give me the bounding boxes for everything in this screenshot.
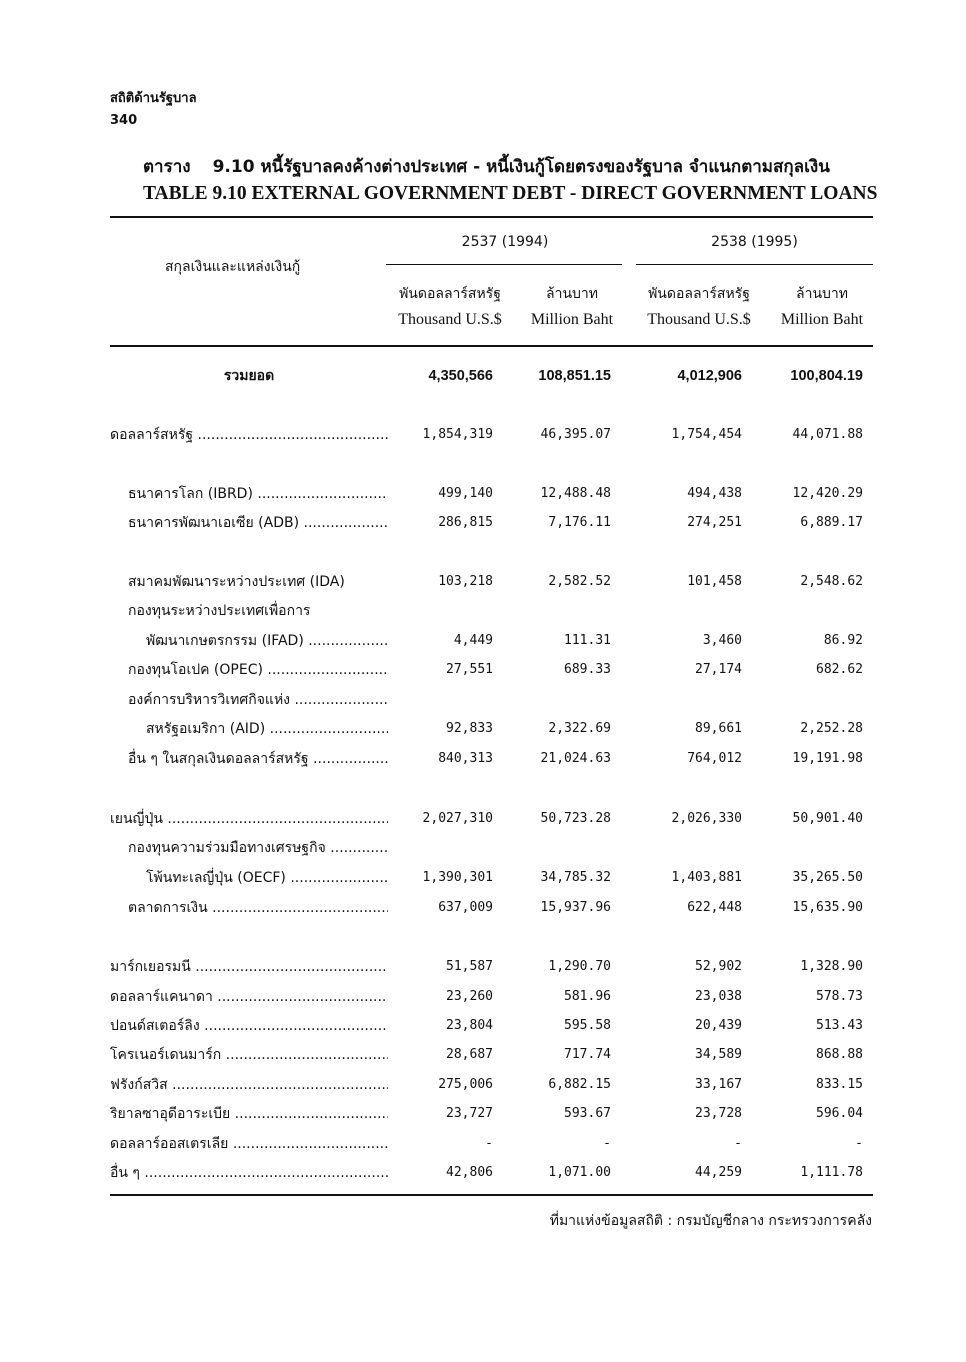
unit-en-col2: Million Baht xyxy=(530,311,614,328)
cell-value: 286,815 xyxy=(438,515,493,530)
cell-value: 2,026,330 xyxy=(671,811,742,826)
cell-value: 3,460 xyxy=(702,633,742,648)
table-row xyxy=(110,836,873,860)
cell-value: 637,009 xyxy=(438,900,493,915)
cell-value: 46,395.07 xyxy=(540,427,611,442)
cell-value: 682.62 xyxy=(816,662,863,677)
table-bottom-rule xyxy=(110,1194,873,1196)
cell-value: 92,833 xyxy=(446,721,493,736)
cell-value: 840,313 xyxy=(438,751,493,766)
cell-value: 622,448 xyxy=(687,900,742,915)
table-row xyxy=(110,482,873,506)
cell-value: 33,167 xyxy=(695,1077,742,1092)
cell-value: 833.15 xyxy=(816,1077,863,1092)
cell-value: - xyxy=(603,1136,611,1151)
cell-value: 12,488.48 xyxy=(540,486,611,501)
cell-value: 1,111.78 xyxy=(800,1165,863,1180)
table-row xyxy=(110,1161,873,1185)
cell-value: 1,854,319 xyxy=(422,427,493,442)
source-note: ที่มาแห่งข้อมูลสถิติ : กรมบัญชีกลาง กระทรวงการคลัง xyxy=(549,1213,872,1229)
row-label: อื่น ๆ ในสกุลเงินดอลลาร์สหรัฐ ..... xyxy=(128,747,388,771)
cell-value: 581.96 xyxy=(564,989,611,1004)
cell-value: 86.92 xyxy=(823,633,863,648)
row-label: กองทุนความร่วมมือทางเศรษฐกิจ ..... xyxy=(128,836,388,860)
row-label: รวมยอด xyxy=(223,368,275,384)
cell-value: 44,071.88 xyxy=(792,427,863,442)
cell-value: 4,012,906 xyxy=(677,368,742,384)
cell-value: 595.58 xyxy=(564,1018,611,1033)
cell-value: 100,804.19 xyxy=(790,368,863,384)
unit-th-col1: พันดอลลาร์สหรัฐ xyxy=(399,286,501,302)
cell-value: 275,006 xyxy=(438,1077,493,1092)
cell-value: 4,449 xyxy=(453,633,493,648)
table-row xyxy=(110,1132,873,1156)
cell-value: 274,251 xyxy=(687,515,742,530)
cell-value: 50,723.28 xyxy=(540,811,611,826)
row-label: สมาคมพัฒนาระหว่างประเทศ (IDA) xyxy=(128,574,345,590)
cell-value: - xyxy=(485,1136,493,1151)
row-label: โครเนอร์เดนมาร์ก ..... xyxy=(110,1043,388,1067)
cell-value: 7,176.11 xyxy=(548,515,611,530)
cell-value: 1,403,881 xyxy=(671,870,742,885)
cell-value: 717.74 xyxy=(564,1047,611,1062)
cell-value: 593.67 xyxy=(564,1106,611,1121)
row-label: มาร์กเยอรมนี ..... xyxy=(110,955,388,979)
cell-value: 1,071.00 xyxy=(548,1165,611,1180)
cell-value: 34,785.32 xyxy=(540,870,611,885)
cell-value: 2,322.69 xyxy=(548,721,611,736)
table-title-thai xyxy=(143,153,830,180)
cell-value: 868.88 xyxy=(816,1047,863,1062)
unit-en-col4: Million Baht xyxy=(780,311,864,328)
table-row xyxy=(110,629,873,653)
table-row xyxy=(110,807,873,831)
table-row xyxy=(110,717,873,741)
cell-value: 35,265.50 xyxy=(792,870,863,885)
cell-value: 27,174 xyxy=(695,662,742,677)
page-header xyxy=(110,88,197,132)
cell-value: 578.73 xyxy=(816,989,863,1004)
unit-th-col4: ล้านบาท xyxy=(796,286,848,302)
cell-value: 15,635.90 xyxy=(792,900,863,915)
table-row xyxy=(110,1014,873,1038)
cell-value: 494,438 xyxy=(687,486,742,501)
cell-value: 44,259 xyxy=(695,1165,742,1180)
table-row-total xyxy=(110,364,873,388)
cell-value: 6,889.17 xyxy=(800,515,863,530)
row-label: ดอลลาร์แคนาดา ..... xyxy=(110,985,388,1009)
table-row xyxy=(110,423,873,447)
cell-value: 764,012 xyxy=(687,751,742,766)
cell-value: 28,687 xyxy=(446,1047,493,1062)
row-label: กองทุนโอเปค (OPEC) ..... xyxy=(128,658,388,682)
cell-value: 34,589 xyxy=(695,1047,742,1062)
table-row xyxy=(110,1073,873,1097)
row-label: ธนาคารโลก (IBRD) ..... xyxy=(128,482,388,506)
cell-value: 21,024.63 xyxy=(540,751,611,766)
cell-value: 50,901.40 xyxy=(792,811,863,826)
unit-en-col1: Thousand U.S.$ xyxy=(398,311,502,328)
cell-value: 19,191.98 xyxy=(792,751,863,766)
row-label: พัฒนาเกษตรกรรม (IFAD) ..... xyxy=(146,629,388,653)
row-label: ธนาคารพัฒนาเอเซีย (ADB) ..... xyxy=(128,511,388,535)
table-row xyxy=(110,570,873,594)
table-row xyxy=(110,1102,873,1126)
cell-value: 15,937.96 xyxy=(540,900,611,915)
row-label: สหรัฐอเมริกา (AID) ..... xyxy=(146,717,388,741)
table-row xyxy=(110,955,873,979)
cell-value: 2,582.52 xyxy=(548,574,611,589)
cell-value: 1,754,454 xyxy=(671,427,742,442)
cell-value: 23,728 xyxy=(695,1106,742,1121)
row-label: เยนญี่ปุ่น ..... xyxy=(110,807,388,831)
unit-th-col3: พันดอลลาร์สหรัฐ xyxy=(648,286,750,302)
header-bottom-rule xyxy=(110,345,873,347)
cell-value: 101,458 xyxy=(687,574,742,589)
row-label: ริยาลซาอุดีอาระเบีย ..... xyxy=(110,1102,388,1126)
table-row xyxy=(110,747,873,771)
cell-value: 499,140 xyxy=(438,486,493,501)
cell-value: 108,851.15 xyxy=(538,368,611,384)
row-label: โพ้นทะเลญี่ปุ่น (OECF) ..... xyxy=(146,866,388,890)
cell-value: 513.43 xyxy=(816,1018,863,1033)
row-label: ปอนด์สเตอร์ลิง ..... xyxy=(110,1014,388,1038)
stub-header: สกุลเงินและแหล่งเงินกู้ xyxy=(165,259,301,275)
cell-value: 4,350,566 xyxy=(428,368,493,384)
cell-value: 20,439 xyxy=(695,1018,742,1033)
cell-value: 596.04 xyxy=(816,1106,863,1121)
title-number: 9.10 xyxy=(212,157,255,177)
cell-value: 2,548.62 xyxy=(800,574,863,589)
cell-value: 103,218 xyxy=(438,574,493,589)
table-title-english: TABLE 9.10 EXTERNAL GOVERNMENT DEBT - DIRECT GOVERNMENT LOANS xyxy=(143,183,878,204)
row-label: องค์การบริหารวิเทศกิจแห่ง ..... xyxy=(128,688,388,712)
top-rule xyxy=(110,216,873,218)
cell-value: 689.33 xyxy=(564,662,611,677)
cell-value: 111.31 xyxy=(564,633,611,648)
cell-value: 1,390,301 xyxy=(422,870,493,885)
cell-value: 6,882.15 xyxy=(548,1077,611,1092)
cell-value: 52,902 xyxy=(695,959,742,974)
table-row xyxy=(110,599,873,623)
title-prefix: ตาราง xyxy=(143,157,191,177)
cell-value: 1,290.70 xyxy=(548,959,611,974)
year-underline-1994 xyxy=(386,264,622,265)
table-row xyxy=(110,511,873,535)
year-underline-1995 xyxy=(636,264,873,265)
unit-en-col3: Thousand U.S.$ xyxy=(647,311,751,328)
cell-value: 1,328.90 xyxy=(800,959,863,974)
year-header-1995: 2538 (1995) xyxy=(711,234,798,250)
row-label: ฟรังก์สวิส ..... xyxy=(110,1073,388,1097)
section-name: สถิติด้านรัฐบาล xyxy=(110,91,197,106)
row-label: อื่น ๆ ..... xyxy=(110,1161,388,1185)
cell-value: 42,806 xyxy=(446,1165,493,1180)
cell-value: - xyxy=(734,1136,742,1151)
row-label: ดอลลาร์สหรัฐ ..... xyxy=(110,423,388,447)
table-row xyxy=(110,866,873,890)
cell-value: 51,587 xyxy=(446,959,493,974)
table-row xyxy=(110,688,873,712)
row-label: ดอลลาร์ออสเตรเลีย ..... xyxy=(110,1132,388,1156)
cell-value: - xyxy=(855,1136,863,1151)
cell-value: 12,420.29 xyxy=(792,486,863,501)
cell-value: 27,551 xyxy=(446,662,493,677)
cell-value: 23,038 xyxy=(695,989,742,1004)
table-row xyxy=(110,896,873,920)
page-number: 340 xyxy=(110,113,138,128)
table-row xyxy=(110,1043,873,1067)
table-row xyxy=(110,658,873,682)
unit-th-col2: ล้านบาท xyxy=(546,286,598,302)
year-header-1994: 2537 (1994) xyxy=(461,234,549,250)
cell-value: 23,260 xyxy=(446,989,493,1004)
cell-value: 2,027,310 xyxy=(422,811,493,826)
table-row xyxy=(110,985,873,1009)
cell-value: 89,661 xyxy=(695,721,742,736)
row-label: ตลาดการเงิน ..... xyxy=(128,896,388,920)
cell-value: 2,252.28 xyxy=(800,721,863,736)
title-text: หนี้รัฐบาลคงค้างต่างประเทศ - หนี้เงินกู้โดยตรงของรัฐบาล จำแนกตามสกุลเงิน xyxy=(260,157,830,177)
cell-value: 23,804 xyxy=(446,1018,493,1033)
row-label: กองทุนระหว่างประเทศเพื่อการ xyxy=(128,603,311,619)
cell-value: 23,727 xyxy=(446,1106,493,1121)
